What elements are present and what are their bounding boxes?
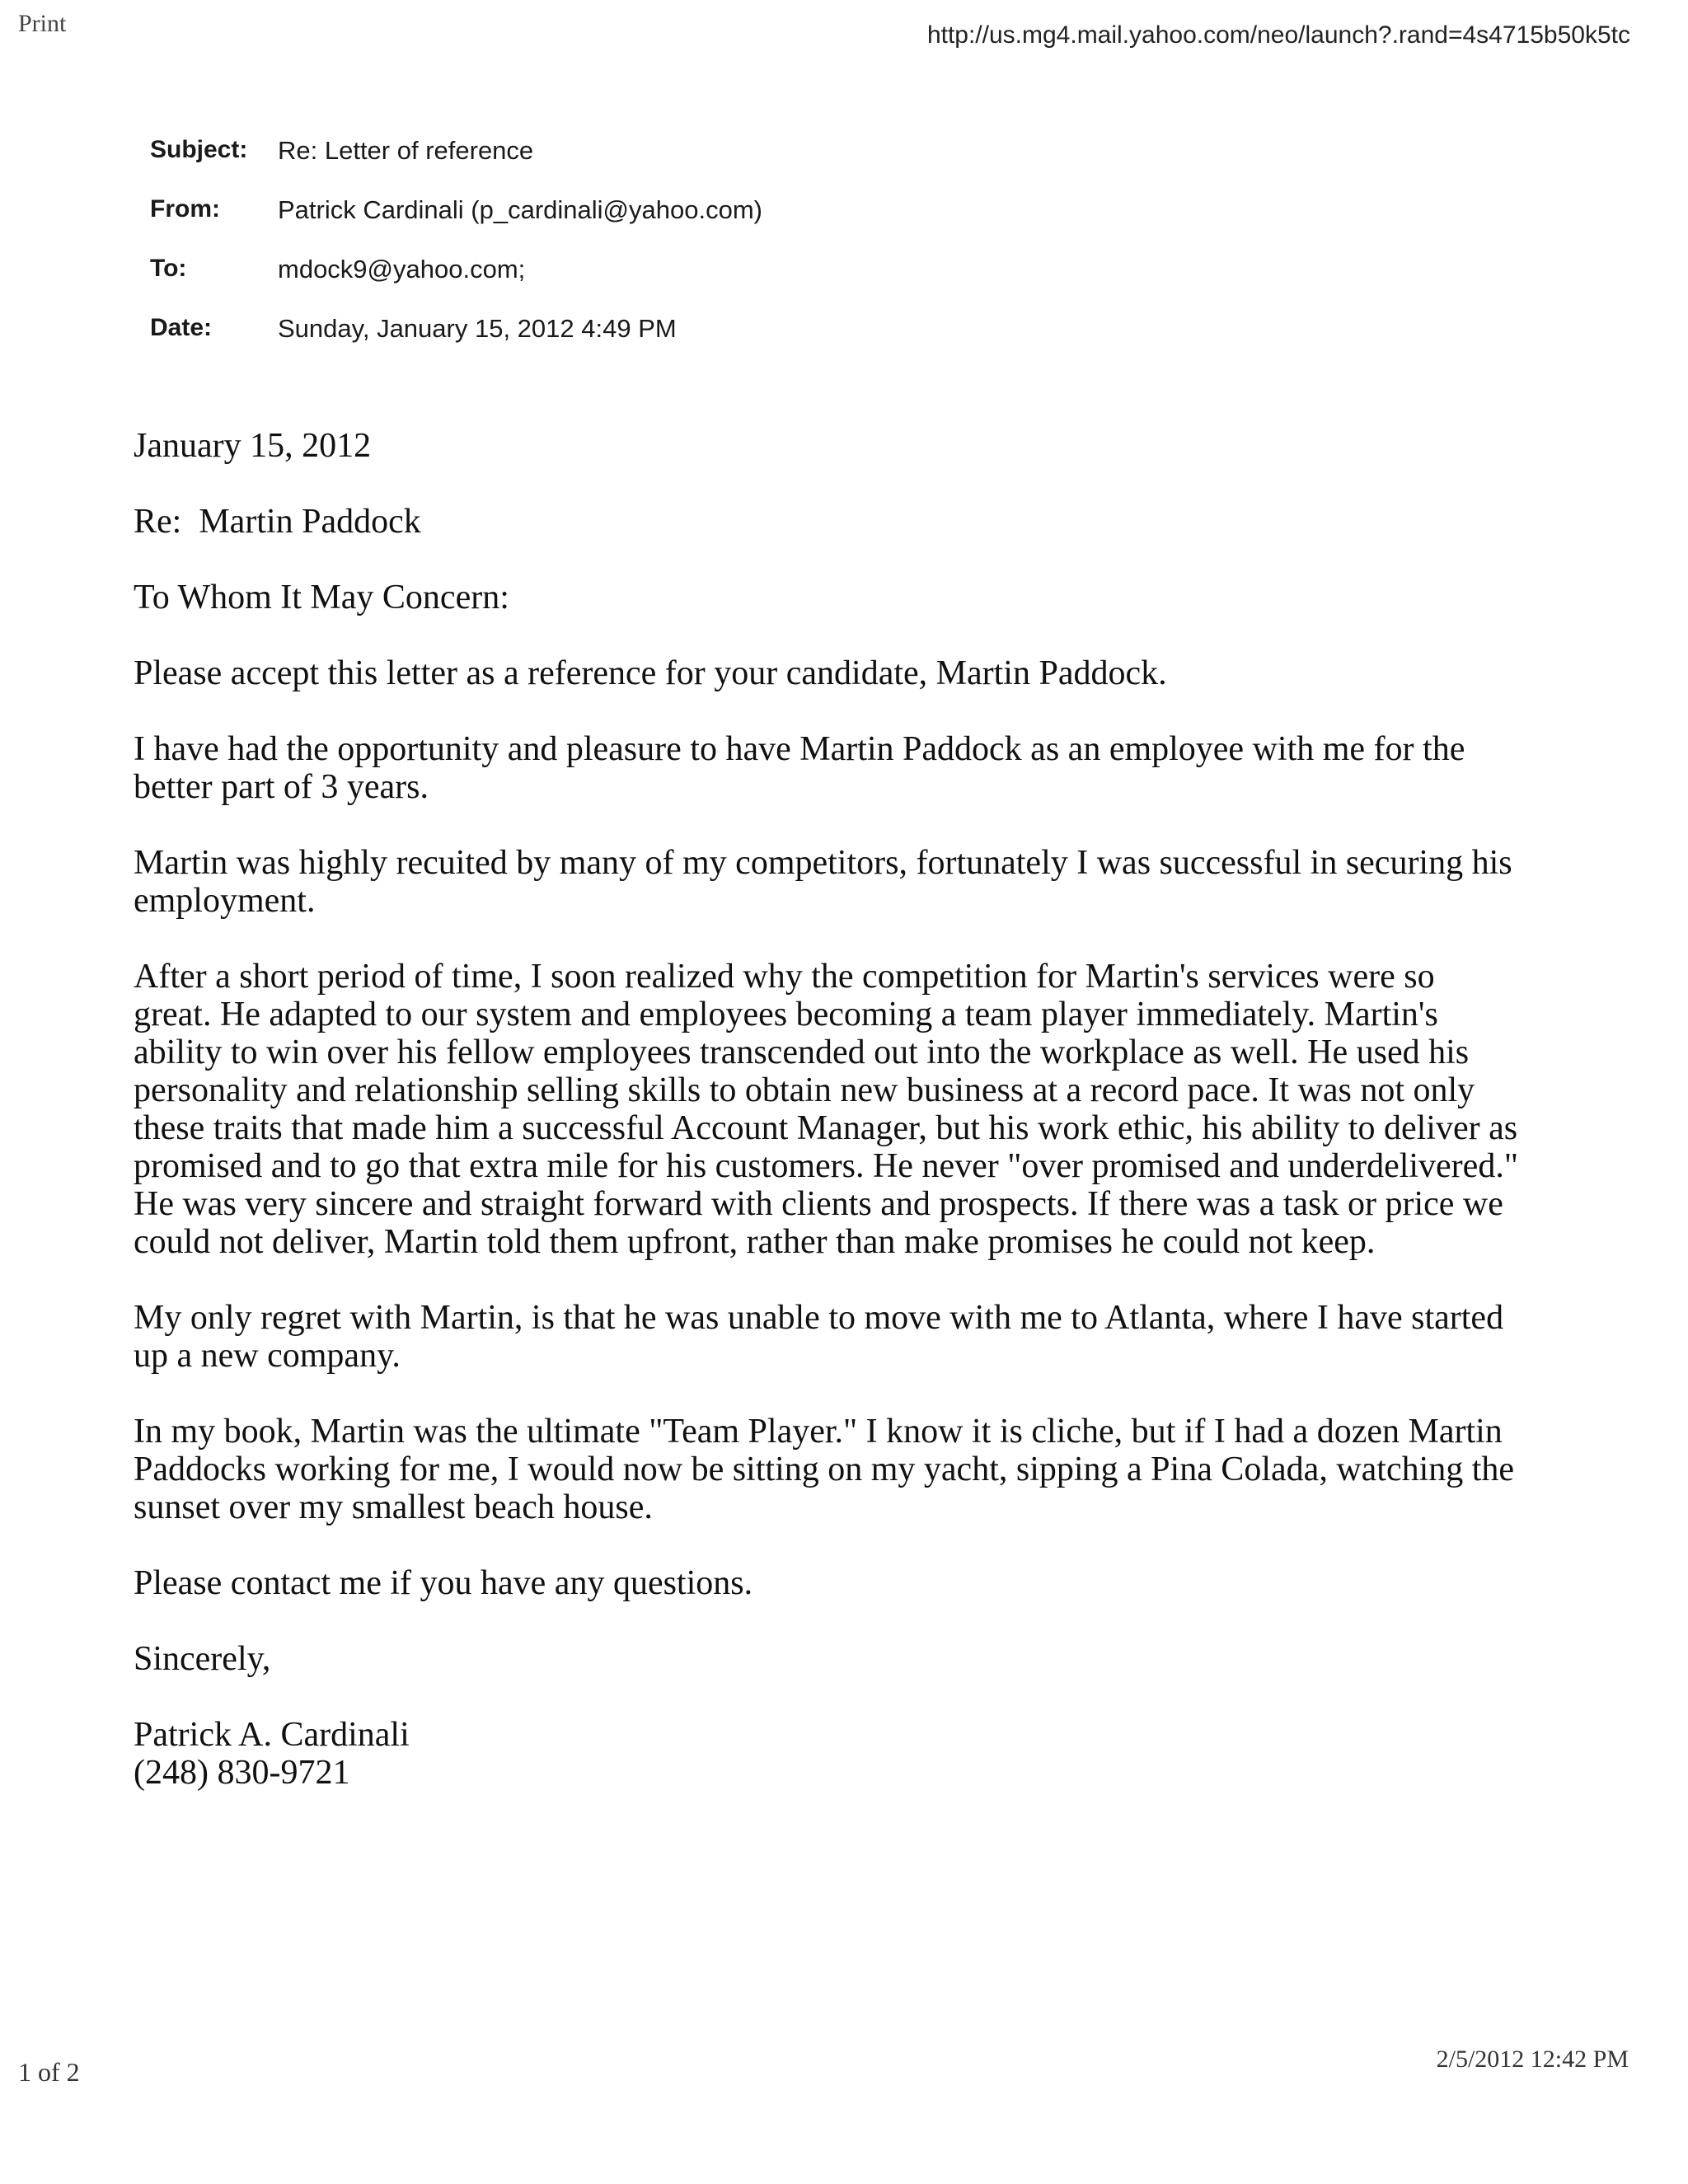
- subject-row: [150, 136, 762, 195]
- letter-paragraph: My only regret with Martin, is that he was unable to move with me to Atlanta, where I have started up a new company.: [134, 1299, 1504, 1375]
- to-label: To:: [150, 255, 187, 282]
- letter-salutation: To Whom It May Concern:: [134, 579, 509, 616]
- signer-phone: (248) 830-9721: [134, 1754, 350, 1792]
- from-label: From:: [150, 195, 220, 223]
- printed-timestamp: 2/5/2012 12:42 PM: [1436, 2046, 1629, 2073]
- email-headers: [150, 136, 762, 373]
- date-row: [150, 314, 762, 373]
- letter-body: [134, 427, 1518, 1830]
- signer-name: Patrick A. Cardinali: [134, 1716, 410, 1754]
- letter-paragraph: In my book, Martin was the ultimate "Team Player." I know it is cliche, but if I had a dozen Martin Paddocks working for me, I would now be sitting on my yacht, sipping a Pina Colada, watching the sunset over my smallest beach house.: [134, 1413, 1515, 1526]
- letter-paragraph: After a short period of time, I soon realized why the competition for Martin's services were so great. He adapted to our system and employees becoming a team player immediately. Martin's ability to win over his fellow employees transcended out into the workplace as well. He used his personality and relationship selling skills to obtain new business at a record pace. It was not only these traits that made him a successful Account Manager, but his work ethic, his ability to deliver as promised and to go that extra mile for his customers. He never "over promised and underdelivered." He was very sincere and straight forward with clients and prospects. If there was a task or price we could not deliver, Martin told them upfront, rather than make promises he could not keep.: [134, 958, 1518, 1261]
- from-row: [150, 195, 762, 255]
- to-row: [150, 255, 762, 314]
- print-label: Print: [18, 10, 67, 37]
- letter-closing: Sincerely,: [134, 1640, 271, 1678]
- page-number: 1 of 2: [18, 2057, 80, 2087]
- date-label: Date:: [150, 314, 213, 341]
- letter-paragraph: Please contact me if you have any questions.: [134, 1564, 753, 1602]
- letter-date: January 15, 2012: [134, 427, 372, 465]
- subject-label: Subject:: [150, 136, 248, 163]
- letter-paragraph: I have had the opportunity and pleasure to have Martin Paddock as an employee with me for the better part of 3 years.: [134, 730, 1465, 806]
- date-value: Sunday, January 15, 2012 4:49 PM: [278, 314, 677, 343]
- letter-re: Re: Martin Paddock: [134, 503, 421, 541]
- from-value: Patrick Cardinali (p_cardinali@yahoo.com): [278, 195, 762, 224]
- letter-paragraph: Please accept this letter as a reference for your candidate, Martin Paddock.: [134, 654, 1167, 692]
- signature-block: [134, 1716, 1518, 1792]
- subject-value: Re: Letter of reference: [278, 136, 534, 165]
- letter-paragraph: Martin was highly recuited by many of my competitors, fortunately I was successful in securing his employment.: [134, 844, 1512, 920]
- page-url: http://us.mg4.mail.yahoo.com/neo/launch?.rand=4s4715b50k5tc: [926, 21, 1630, 49]
- to-value: mdock9@yahoo.com;: [278, 255, 526, 284]
